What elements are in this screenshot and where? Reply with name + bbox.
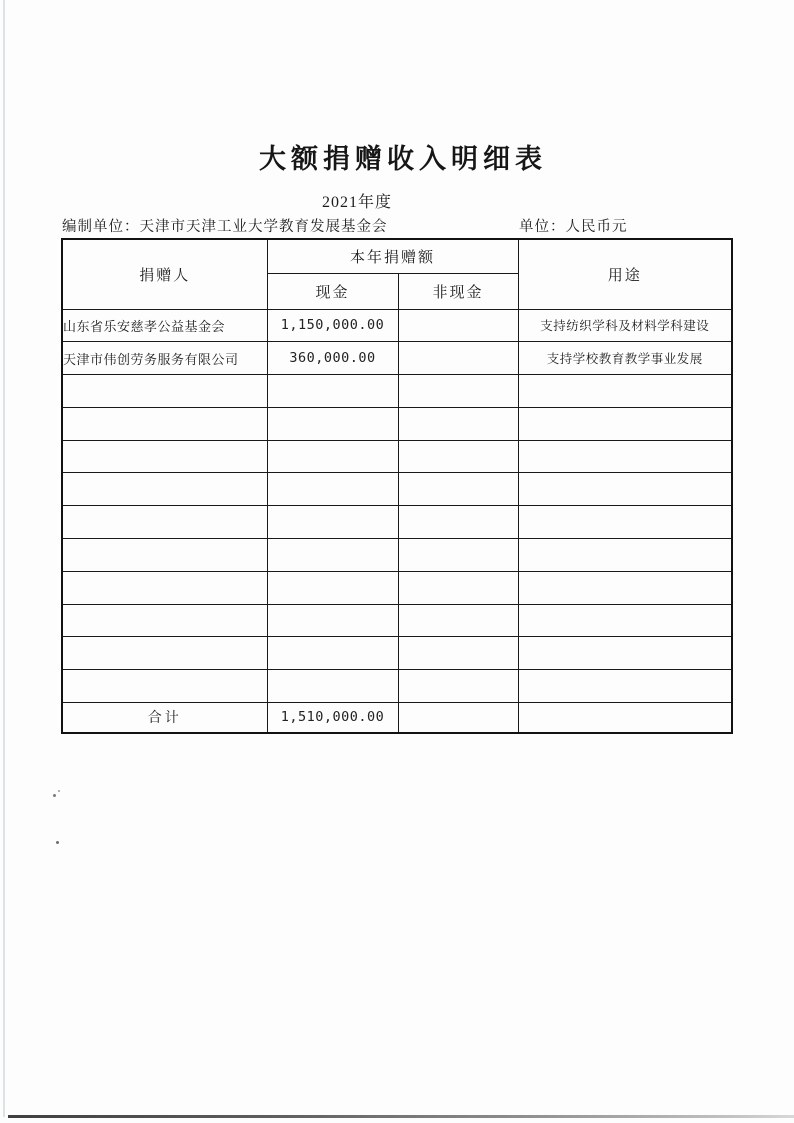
noncash-cell	[398, 473, 518, 506]
col-header-noncash: 非现金	[398, 273, 518, 309]
donor-cell: 山东省乐安慈孝公益基金会	[62, 309, 267, 342]
table-row	[62, 407, 732, 440]
donor-cell	[62, 670, 267, 703]
noncash-cell	[398, 407, 518, 440]
noncash-cell	[398, 309, 518, 342]
noncash-cell	[398, 670, 518, 703]
donor-cell	[62, 637, 267, 670]
noncash-cell	[398, 604, 518, 637]
purpose-cell: 支持学校教育教学事业发展	[518, 342, 732, 375]
table-row	[62, 604, 732, 637]
cash-cell: 360,000.00	[267, 342, 398, 375]
donation-detail-table	[61, 238, 733, 734]
table-row	[62, 539, 732, 572]
cash-cell	[267, 407, 398, 440]
cash-cell	[267, 670, 398, 703]
purpose-cell	[518, 637, 732, 670]
cash-cell	[267, 539, 398, 572]
table-row	[62, 342, 732, 375]
table-row	[62, 506, 732, 539]
table-row	[62, 440, 732, 473]
table-row	[62, 375, 732, 408]
purpose-cell	[518, 407, 732, 440]
donor-cell	[62, 407, 267, 440]
donor-cell	[62, 506, 267, 539]
scan-speck	[58, 790, 60, 792]
table-row	[62, 309, 732, 342]
purpose-cell	[518, 440, 732, 473]
col-header-cash: 现金	[267, 273, 398, 309]
noncash-cell	[398, 571, 518, 604]
scan-speck	[53, 794, 56, 797]
currency-unit-label: 单位：人民币元	[519, 219, 628, 235]
total-cash-cell: 1,510,000.00	[267, 703, 398, 733]
report-year: 2021年度	[321, 194, 392, 211]
purpose-cell	[518, 670, 732, 703]
col-header-donation-group: 本年捐赠额	[267, 239, 518, 273]
donor-cell	[62, 539, 267, 572]
purpose-cell: 支持纺织学科及材料学科建设	[518, 309, 732, 342]
purpose-cell	[518, 473, 732, 506]
purpose-cell	[518, 539, 732, 572]
total-label: 合计	[62, 703, 267, 733]
donor-cell	[62, 571, 267, 604]
donor-cell	[62, 473, 267, 506]
scan-speck	[56, 841, 59, 844]
total-purpose-cell	[518, 703, 732, 733]
cash-cell: 1,150,000.00	[267, 309, 398, 342]
donor-cell	[62, 375, 267, 408]
noncash-cell	[398, 539, 518, 572]
noncash-cell	[398, 440, 518, 473]
table-row	[62, 571, 732, 604]
col-header-donor: 捐赠人	[62, 239, 267, 309]
table-header	[62, 239, 732, 309]
donor-cell	[62, 604, 267, 637]
total-row	[62, 703, 732, 733]
page-title: 大额捐赠收入明细表	[259, 144, 547, 174]
purpose-cell	[518, 506, 732, 539]
table-row	[62, 670, 732, 703]
noncash-cell	[398, 342, 518, 375]
table-body	[62, 309, 732, 733]
total-noncash-cell	[398, 703, 518, 733]
scan-edge-bottom	[8, 1115, 794, 1118]
cash-cell	[267, 375, 398, 408]
cash-cell	[267, 440, 398, 473]
cash-cell	[267, 571, 398, 604]
cash-cell	[267, 637, 398, 670]
cash-cell	[267, 473, 398, 506]
header-row-top	[62, 239, 732, 273]
col-header-purpose: 用途	[518, 239, 732, 309]
noncash-cell	[398, 637, 518, 670]
donor-cell: 天津市伟创劳务服务有限公司	[62, 342, 267, 375]
donor-cell	[62, 440, 267, 473]
purpose-cell	[518, 604, 732, 637]
cash-cell	[267, 506, 398, 539]
noncash-cell	[398, 506, 518, 539]
purpose-cell	[518, 571, 732, 604]
noncash-cell	[398, 375, 518, 408]
table-row	[62, 473, 732, 506]
table-row	[62, 637, 732, 670]
cash-cell	[267, 604, 398, 637]
prepared-by-label: 编制单位：天津市天津工业大学教育发展基金会	[62, 219, 388, 235]
purpose-cell	[518, 375, 732, 408]
